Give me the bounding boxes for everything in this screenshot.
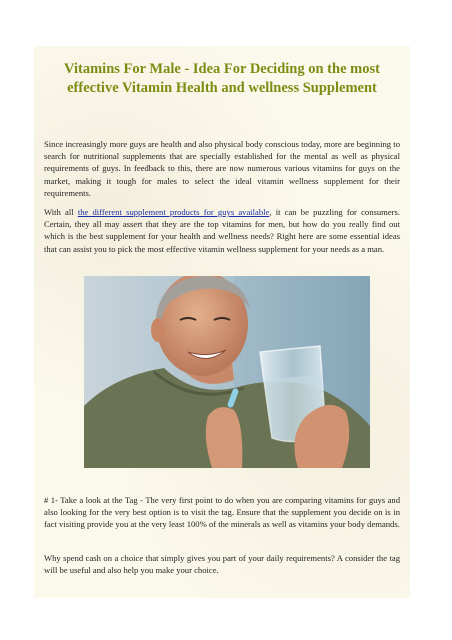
paragraph-intro: Since increasingly more guys are health and also physical body conscious today, more are beginning to search for nutritional supplements that are specially established for the mental as well as physical requirements of guys. In feedback to this, there are now numerous various vitamins for guys on the market, making it tough for males to select the ideal vitamin wellness supplement for their requirements. <box>44 139 400 198</box>
paragraph-supplement-choice <box>44 206 400 255</box>
paragraph-text-before-link: With all <box>44 207 78 217</box>
man-taking-vitamin-photo <box>84 276 370 468</box>
paragraph-closing: Why spend cash on a choice that simply gives you part of your daily requirements? A consider the tag will be useful and also help you make your choice. <box>44 553 400 576</box>
supplement-products-link[interactable]: the different supplement products for guys available <box>77 207 270 217</box>
document-page <box>34 46 410 598</box>
paragraph-tip-1: # 1- Take a look at the Tag - The very first point to do when you are comparing vitamins for guys and also looking for the very best option is to visit the tag. Ensure that the supplement you decide on is in fact visiting provide you at the very least 100% of the minerals as well as vitamins your body demands. <box>44 495 400 530</box>
document-title: Vitamins For Male - Idea For Deciding on the most effective Vitamin Health and wellness Supplement <box>64 61 380 96</box>
paragraph-text-after-link: , it can be puzzling for consumers. Certain, they all may assert that they are the top vitamins for men, but how do you really find out which is the best supplement for your health and wellness needs? Right here are some essential ideas that can assist you to pick the most effective vitamin wellness supplement for your needs as a man. <box>44 207 400 254</box>
